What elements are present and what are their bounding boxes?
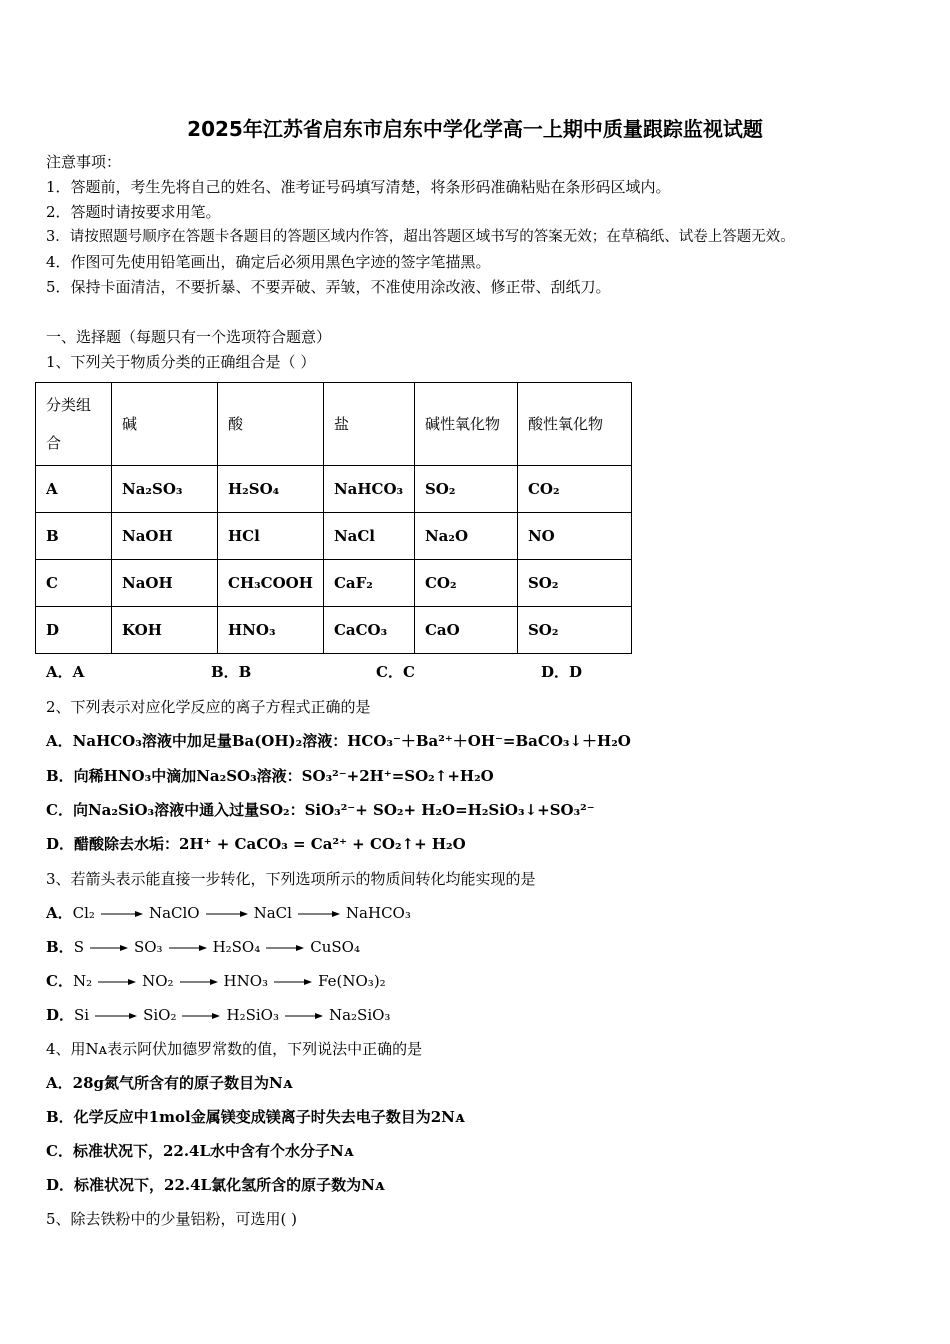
arrow-icon (182, 1012, 220, 1020)
chem-species: NO₂ (142, 972, 174, 990)
chem-species: H₂SO₄ (212, 938, 261, 956)
arrow-icon (180, 978, 218, 986)
table-cell: HCl (218, 513, 324, 560)
question-4-stem: 4、用Nᴀ表示阿伏加德罗常数的值，下列说法中正确的是 (46, 1040, 423, 1058)
arrow-icon (206, 910, 248, 918)
option-label: D． (46, 1006, 75, 1024)
chem-species: NaClO (148, 904, 200, 922)
chem-species: CuSO₄ (310, 938, 360, 956)
question-3-option-a[interactable] (46, 903, 411, 923)
section-heading: 一、选择题（每题只有一个选项符合题意） (46, 328, 332, 346)
arrow-icon (98, 978, 136, 986)
option-b[interactable]: B．B (211, 663, 252, 681)
arrow-icon (266, 944, 304, 952)
chem-species: SO₃ (133, 938, 163, 956)
table-cell: CaCO₃ (323, 607, 414, 654)
question-4-option-b[interactable]: B．化学反应中1mol金属镁变成镁离子时失去电子数目为2Nᴀ (46, 1108, 465, 1126)
arrow-icon (101, 910, 143, 918)
table-cell: C (36, 560, 112, 607)
option-label: C． (46, 972, 73, 990)
arrow-icon (95, 1012, 137, 1020)
table-cell: SO₂ (517, 560, 631, 607)
table-cell: SO₂ (414, 466, 517, 513)
chem-species: H₂SiO₃ (226, 1006, 279, 1024)
option-label: B． (46, 938, 74, 956)
question-3-option-d[interactable] (46, 1005, 390, 1025)
table-cell: Na₂SO₃ (112, 466, 218, 513)
table-cell: A (36, 466, 112, 513)
arrow-icon (90, 944, 128, 952)
table-cell: KOH (112, 607, 218, 654)
page-title: 2025年江苏省启东市启东中学化学高一上期中质量跟踪监视试题 (187, 117, 763, 141)
notice-item: 3．请按照题号顺序在答题卡各题目的答题区域内作答，超出答题区域书写的答案无效；在草稿纸、试卷上答题无效。 (46, 229, 795, 245)
table-cell: SO₂ (517, 607, 631, 654)
table-row (36, 513, 632, 560)
question-3-option-b[interactable] (46, 937, 360, 957)
chem-species: SiO₂ (143, 1006, 177, 1024)
table-cell: B (36, 513, 112, 560)
notice-heading: 注意事项： (46, 153, 122, 171)
table-cell: CaO (414, 607, 517, 654)
table-header-cell: 酸性氧化物 (517, 383, 631, 466)
question-4-option-c[interactable]: C．标准状况下，22.4L水中含有个水分子Nᴀ (46, 1142, 354, 1160)
table-cell: CH₃COOH (218, 560, 324, 607)
table-cell: NaOH (112, 513, 218, 560)
table-header-cell: 碱 (112, 383, 218, 466)
table-cell: HNO₃ (218, 607, 324, 654)
question-2-stem: 2、下列表示对应化学反应的离子方程式正确的是 (46, 698, 371, 716)
table-cell: NaOH (112, 560, 218, 607)
table-row (36, 466, 632, 513)
table-cell: CO₂ (517, 466, 631, 513)
option-c[interactable]: C．C (376, 663, 415, 681)
arrow-icon (285, 1012, 323, 1020)
classification-table (35, 382, 632, 654)
question-3-stem: 3、若箭头表示能直接一步转化，下列选项所示的物质间转化均能实现的是 (46, 870, 536, 888)
table-header-cell: 分类组合 (36, 383, 112, 466)
question-3-option-c[interactable] (46, 971, 386, 991)
notice-item: 2．答题时请按要求用笔。 (46, 203, 221, 221)
chem-species: HNO₃ (223, 972, 269, 990)
table-cell: CO₂ (414, 560, 517, 607)
chem-species: NaCl (253, 904, 292, 922)
notice-item: 5．保持卡面清洁，不要折暴、不要弄破、弄皱，不准使用涂改液、修正带、刮纸刀。 (46, 278, 611, 296)
question-1-stem: 1、下列关于物质分类的正确组合是（ ） (46, 353, 316, 371)
option-d[interactable]: D．D (541, 663, 583, 681)
notice-item: 4．作图可先使用铅笔画出，确定后必须用黑色字迹的签字笔描黑。 (46, 253, 491, 271)
table-row (36, 560, 632, 607)
table-cell: Na₂O (414, 513, 517, 560)
table-header-cell: 盐 (323, 383, 414, 466)
table-cell: D (36, 607, 112, 654)
question-4-option-a[interactable]: A．28g氮气所含有的原子数目为Nᴀ (46, 1074, 293, 1092)
chem-species: Si (74, 1006, 90, 1024)
question-2-option-c[interactable]: C．向Na₂SiO₃溶液中通入过量SO₂：SiO₃²⁻+ SO₂+ H₂O=H₂SiO₃↓+SO₃²⁻ (46, 801, 595, 819)
chem-species: N₂ (72, 972, 93, 990)
table-header-row (36, 383, 632, 466)
chem-species: NaHCO₃ (345, 904, 411, 922)
table-header-cell: 碱性氧化物 (414, 383, 517, 466)
chem-species: Fe(NO₃)₂ (318, 972, 386, 990)
option-a[interactable]: A．A (46, 663, 85, 681)
question-2-option-b[interactable]: B．向稀HNO₃中滴加Na₂SO₃溶液：SO₃²⁻+2H⁺=SO₂↑+H₂O (46, 767, 494, 785)
question-2-option-d[interactable]: D．醋酸除去水垢：2H⁺ + CaCO₃ = Ca²⁺ + CO₂↑+ H₂O (46, 835, 466, 853)
table-cell: NO (517, 513, 631, 560)
chem-species: Na₂SiO₃ (328, 1006, 391, 1024)
question-4-option-d[interactable]: D．标准状况下，22.4L氯化氢所含的原子数为Nᴀ (46, 1176, 385, 1194)
table-cell: H₂SO₄ (218, 466, 324, 513)
question-2-option-a[interactable]: A．NaHCO₃溶液中加足量Ba(OH)₂溶液：HCO₃⁻＋Ba²⁺＋OH⁻=BaCO₃↓＋H₂O (46, 732, 631, 750)
table-cell: NaCl (323, 513, 414, 560)
table-cell: CaF₂ (323, 560, 414, 607)
option-label: A． (46, 904, 73, 922)
arrow-icon (274, 978, 312, 986)
table-row (36, 607, 632, 654)
table-header-cell: 酸 (218, 383, 324, 466)
arrow-icon (169, 944, 207, 952)
chem-species: S (73, 938, 84, 956)
arrow-icon (298, 910, 340, 918)
notice-item: 1．答题前，考生先将自己的姓名、准考证号码填写清楚，将条形码准确粘贴在条形码区域内。 (46, 178, 671, 196)
table-cell: NaHCO₃ (323, 466, 414, 513)
chem-species: Cl₂ (72, 904, 95, 922)
question-5-stem: 5、除去铁粉中的少量铝粉，可选用( ) (46, 1210, 298, 1228)
